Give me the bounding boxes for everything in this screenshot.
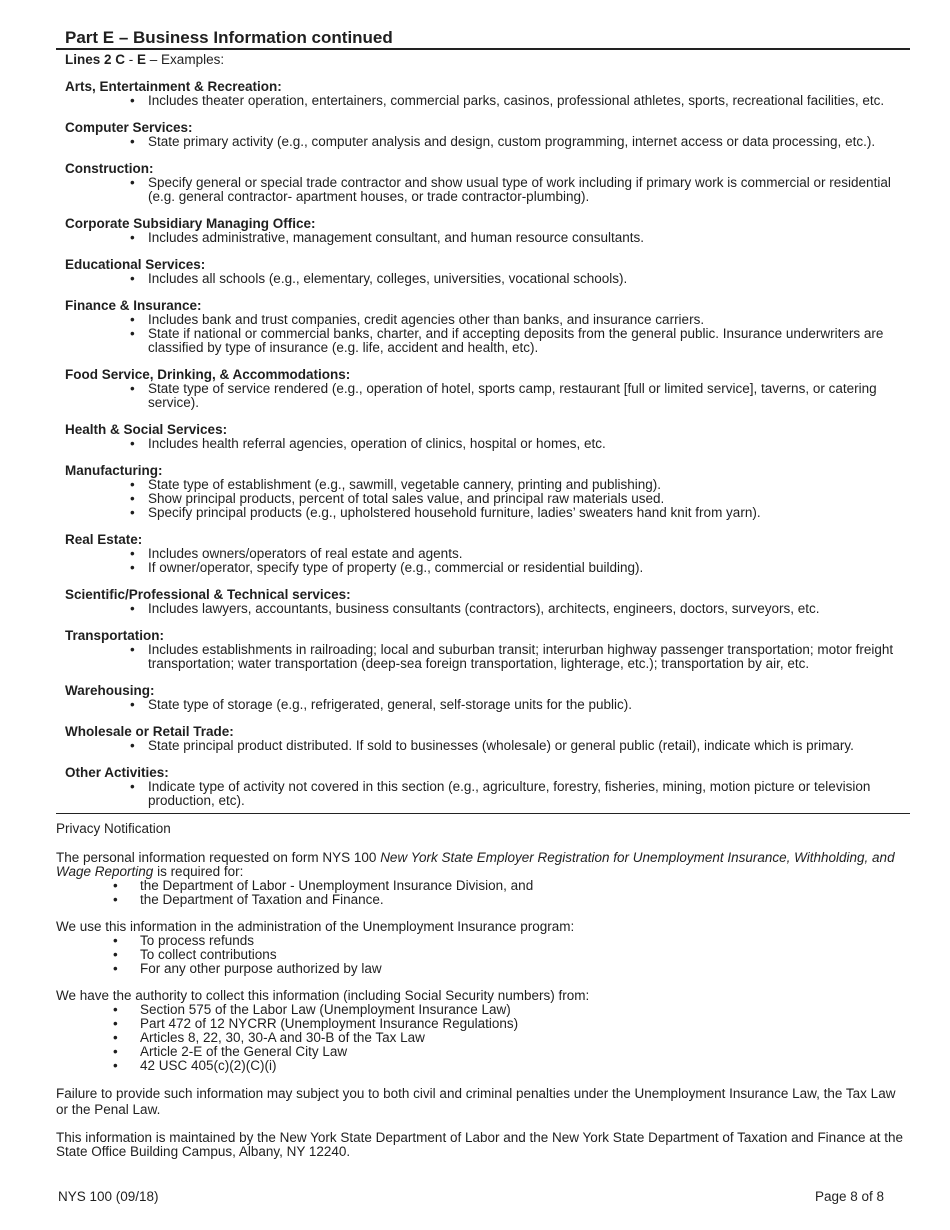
example-section <box>65 533 910 575</box>
list-item: • Includes health referral agencies, operation of clinics, hospital or homes, etc. <box>130 437 910 451</box>
section-heading: Educational Services: <box>65 257 206 272</box>
example-section <box>65 684 910 712</box>
example-section <box>65 121 910 149</box>
section-heading: Health & Social Services: <box>65 422 228 437</box>
section-heading: Wholesale or Retail Trade: <box>65 724 234 739</box>
bullet-list <box>65 739 910 753</box>
example-section <box>65 629 910 671</box>
section-heading: Construction: <box>65 161 154 176</box>
list-item: • Specify principal products (e.g., upholstered household furniture, ladies’ sweaters hand knit from yarn). <box>130 506 910 520</box>
list-item: • To process refunds <box>113 934 910 948</box>
list-item: • Includes lawyers, accountants, business consultants (contractors), architects, engineers, doctors, surveyors, etc. <box>130 602 910 616</box>
section-heading: Manufacturing: <box>65 463 163 478</box>
authorities-list <box>56 1003 910 1073</box>
examples-sections <box>56 80 910 808</box>
intro-pre: The personal information requested on form NYS 100 <box>56 850 381 865</box>
list-item: • Includes establishments in railroading; local and suburban transit; interurban highway passenger transportation; motor freight transportation; water transportation (deep-sea foreign transportation, lighterage, etc.); transportation by air, etc. <box>130 643 910 671</box>
example-section <box>65 258 910 286</box>
bullet-list <box>65 698 910 712</box>
bullet-list <box>65 94 910 108</box>
bullet-list <box>65 313 910 355</box>
example-section <box>65 80 910 108</box>
list-item: • If owner/operator, specify type of property (e.g., commercial or residential building). <box>130 561 910 575</box>
section-divider <box>56 813 910 814</box>
section-heading: Computer Services: <box>65 120 193 135</box>
uses-list <box>56 934 910 976</box>
privacy-notification <box>56 821 910 1159</box>
list-item: • the Department of Labor - Unemployment Insurance Division, and <box>113 879 910 893</box>
list-item: • 42 USC 405(c)(2)(C)(i) <box>113 1059 910 1073</box>
example-section <box>65 299 910 355</box>
example-section <box>65 725 910 753</box>
lines-note <box>56 52 910 68</box>
bullet-list <box>65 478 910 520</box>
section-heading: Other Activities: <box>65 765 169 780</box>
section-heading: Scientific/Professional & Technical services: <box>65 587 351 602</box>
list-item: • Indicate type of activity not covered in this section (e.g., agriculture, forestry, fisheries, mining, motion picture or television production, etc). <box>130 780 910 808</box>
list-item: • the Department of Taxation and Finance. <box>113 893 910 907</box>
example-section <box>65 464 910 520</box>
bullet-list <box>65 437 910 451</box>
page-number: Page 8 of 8 <box>814 1189 884 1204</box>
lines-sep: - <box>125 52 138 67</box>
lines-label: Lines 2 C <box>65 52 126 67</box>
list-item: • State type of establishment (e.g., sawmill, vegetable cannery, printing and publishing). <box>130 478 910 492</box>
example-section <box>65 588 910 616</box>
list-item: • Article 2-E of the General City Law <box>113 1045 910 1059</box>
bullet-list <box>65 547 910 575</box>
section-heading: Food Service, Drinking, & Accommodations: <box>65 367 351 382</box>
bullet-list <box>65 643 910 671</box>
list-item: • For any other purpose authorized by law <box>113 962 910 976</box>
example-section <box>65 368 910 410</box>
section-heading: Real Estate: <box>65 532 143 547</box>
example-section <box>65 162 910 204</box>
form-id: NYS 100 (09/18) <box>58 1189 159 1204</box>
page-footer <box>58 1189 884 1204</box>
bullet-list <box>65 780 910 808</box>
failure-paragraph: Failure to provide such information may subject you to both civil and criminal penalties under the Unemployment Insurance Law, the Tax Law or the Penal Law. <box>56 1086 896 1117</box>
section-heading: Warehousing: <box>65 683 155 698</box>
document-page <box>56 28 910 1159</box>
maintained-paragraph: This information is maintained by the New York State Department of Labor and the New York State Department of Taxation and Finance at the State Office Building Campus, Albany, NY 12240. <box>56 1130 903 1159</box>
list-item: • Includes owners/operators of real estate and agents. <box>130 547 910 561</box>
example-section <box>65 766 910 808</box>
bullet-list <box>65 602 910 616</box>
section-heading: Arts, Entertainment & Recreation: <box>65 79 282 94</box>
list-item: • Includes bank and trust companies, credit agencies other than banks, and insurance carriers. <box>130 313 910 327</box>
list-item: • State type of storage (e.g., refrigerated, general, self-storage units for the public). <box>130 698 910 712</box>
list-item: • State if national or commercial banks, charter, and if accepting deposits from the general public. Insurance underwriters are classified by type of insurance (e.g. life, accident and health, etc). <box>130 327 910 355</box>
bullet-list <box>65 135 910 149</box>
list-item: • Show principal products, percent of total sales value, and principal raw materials used. <box>130 492 910 506</box>
bullet-list <box>65 176 910 204</box>
lines-label-2: E <box>137 52 147 67</box>
section-heading: Finance & Insurance: <box>65 298 202 313</box>
privacy-intro <box>56 851 910 879</box>
bullet-list <box>65 231 910 245</box>
example-section <box>65 423 910 451</box>
bullet-list <box>65 272 910 286</box>
example-section <box>65 217 910 245</box>
section-heading: Corporate Subsidiary Managing Office: <box>65 216 316 231</box>
section-heading: Transportation: <box>65 628 165 643</box>
list-item: • To collect contributions <box>113 948 910 962</box>
list-item: • Specify general or special trade contractor and show usual type of work including if primary work is commercial or residential (e.g. general contractor- apartment houses, or trade contractor-plumbing). <box>130 176 910 204</box>
list-item: • Section 575 of the Labor Law (Unemployment Insurance Law) <box>113 1003 910 1017</box>
part-title: Part E – Business Information continued <box>56 28 910 50</box>
list-item: • State type of service rendered (e.g., operation of hotel, sports camp, restaurant [full or limited service], taverns, or catering service). <box>130 382 910 410</box>
lines-rest: – Examples: <box>146 52 225 67</box>
form-title: New York State Employer Registration for Unemployment Insurance, Withholding, and Wage Reporting <box>56 850 895 879</box>
bullet-list <box>65 382 910 410</box>
list-item: • Includes administrative, management consultant, and human resource consultants. <box>130 231 910 245</box>
privacy-title: Privacy Notification <box>56 821 171 836</box>
list-item: • State principal product distributed. If sold to businesses (wholesale) or general public (retail), indicate which is primary. <box>130 739 910 753</box>
intro-post: is required for: <box>153 864 244 879</box>
list-item: • Articles 8, 22, 30, 30-A and 30-B of the Tax Law <box>113 1031 910 1045</box>
list-item: • Part 472 of 12 NYCRR (Unemployment Insurance Regulations) <box>113 1017 910 1031</box>
list-item: • Includes all schools (e.g., elementary, colleges, universities, vocational schools). <box>130 272 910 286</box>
use-intro: We use this information in the administration of the Unemployment Insurance program: <box>56 919 575 934</box>
list-item: • State primary activity (e.g., computer analysis and design, custom programming, internet access or data processing, etc.). <box>130 135 910 149</box>
authority-intro: We have the authority to collect this information (including Social Security numbers) from: <box>56 988 590 1003</box>
required-for-list <box>56 879 910 907</box>
list-item: • Includes theater operation, entertainers, commercial parks, casinos, professional athletes, sports, recreational facilities, etc. <box>130 94 910 108</box>
